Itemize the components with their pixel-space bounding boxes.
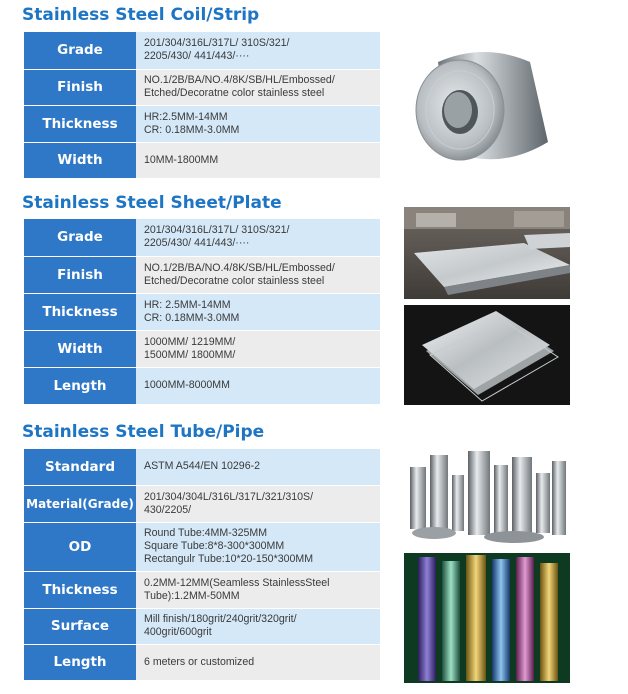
row-value: 0.2MM-12MM(Seamless StainlessSteel Tube):1.2MM-50MM xyxy=(136,571,380,608)
row-label: Grade xyxy=(24,219,136,256)
table-row xyxy=(24,608,380,644)
row-label: Length xyxy=(24,367,136,404)
row-label: Width xyxy=(24,330,136,367)
table-row xyxy=(24,449,380,485)
row-label: Finish xyxy=(24,69,136,105)
row-value: NO.1/2B/BA/NO.4/8K/SB/HL/Embossed/ Etched/Decoratne color stainless steel xyxy=(136,256,380,293)
row-value: 201/304/316L/317L/ 310S/321/ 2205/430/ 441/443/···· xyxy=(136,219,380,256)
table-row xyxy=(24,105,380,142)
tube-section-title: Stainless Steel Tube/Pipe xyxy=(22,422,265,442)
row-value: Mill finish/180grit/240grit/320grit/ 400grit/600grit xyxy=(136,608,380,644)
row-value: 201/304/316L/317L/ 310S/321/ 2205/430/ 441/443/···· xyxy=(136,32,380,69)
colored-steel-tubes-image xyxy=(404,553,570,683)
sheet-section-title: Stainless Steel Sheet/Plate xyxy=(22,193,282,213)
table-row xyxy=(24,69,380,105)
table-row xyxy=(24,485,380,522)
row-value: ASTM A544/EN 10296-2 xyxy=(136,449,380,485)
row-value: 10MM-1800MM xyxy=(136,142,380,178)
coil-spec-table xyxy=(24,32,380,179)
table-row xyxy=(24,522,380,571)
table-row xyxy=(24,293,380,330)
table-row xyxy=(24,256,380,293)
coil-section-title: Stainless Steel Coil/Strip xyxy=(22,5,260,25)
table-row xyxy=(24,571,380,608)
table-row xyxy=(24,32,380,69)
table-row xyxy=(24,219,380,256)
row-value: 1000MM-8000MM xyxy=(136,367,380,404)
row-label: Surface xyxy=(24,608,136,644)
table-row xyxy=(24,330,380,367)
row-label: OD xyxy=(24,522,136,571)
steel-coil-image xyxy=(398,32,570,178)
row-value: NO.1/2B/BA/NO.4/8K/SB/HL/Embossed/ Etched/Decoratne color stainless steel xyxy=(136,69,380,105)
row-label: Width xyxy=(24,142,136,178)
table-row xyxy=(24,142,380,178)
row-value: 1000MM/ 1219MM/ 1500MM/ 1800MM/ xyxy=(136,330,380,367)
row-label: Thickness xyxy=(24,571,136,608)
row-label: Thickness xyxy=(24,105,136,142)
table-row xyxy=(24,367,380,404)
sheet-spec-table xyxy=(24,219,380,405)
row-value: HR:2.5MM-14MM CR: 0.18MM-3.0MM xyxy=(136,105,380,142)
row-label: Finish xyxy=(24,256,136,293)
row-value: 6 meters or customized xyxy=(136,644,380,680)
row-value: HR: 2.5MM-14MM CR: 0.18MM-3.0MM xyxy=(136,293,380,330)
steel-pipes-image xyxy=(404,447,570,547)
table-row xyxy=(24,644,380,680)
tube-spec-table xyxy=(24,449,380,681)
row-label: Thickness xyxy=(24,293,136,330)
row-label: Material(Grade) xyxy=(24,485,136,522)
row-label: Grade xyxy=(24,32,136,69)
row-label: Length xyxy=(24,644,136,680)
steel-sheets-warehouse-image xyxy=(404,207,570,299)
row-value: Round Tube:4MM-325MM Square Tube:8*8-300*300MM Rectangulr Tube:10*20-150*300MM xyxy=(136,522,380,571)
row-label: Standard xyxy=(24,449,136,485)
row-value: 201/304/304L/316L/317L/321/310S/ 430/2205/ xyxy=(136,485,380,522)
steel-plates-image xyxy=(404,305,570,405)
